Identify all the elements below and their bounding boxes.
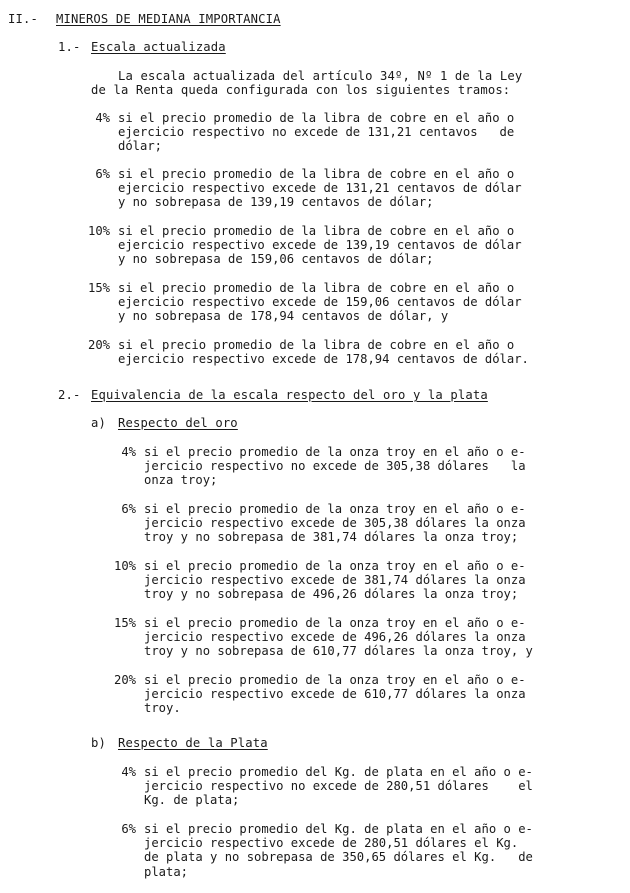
tier-percent: 10% xyxy=(113,559,136,573)
tier-line: plata; xyxy=(144,864,189,879)
sub2-number: 2.- xyxy=(58,388,81,402)
tier-text xyxy=(144,559,526,602)
tier-percent: 4% xyxy=(121,445,136,459)
tier-line: si el precio promedio de la onza troy en el año o e- xyxy=(144,559,526,573)
tier-line: si el precio promedio del Kg. de plata en el año o e- xyxy=(144,765,533,779)
tier-line: jercicio respectivo excede de 610,77 dólares la onza xyxy=(144,687,526,702)
tier-line: si el precio promedio de la onza troy en el año o e- xyxy=(144,616,526,630)
tier-percent: 6% xyxy=(121,822,136,836)
tier-line: si el precio promedio del Kg. de plata en el año o e- xyxy=(144,822,533,836)
tier-line: ejercicio respectivo no excede de 131,21 centavos de xyxy=(118,125,515,140)
tier-line: ejercicio respectivo excede de 131,21 centavos de dólar xyxy=(118,181,522,196)
part-a-title: Respecto del oro xyxy=(118,416,238,430)
tier-percent: 4% xyxy=(95,111,110,125)
tier-line: y no sobrepasa de 159,06 centavos de dólar; xyxy=(118,252,434,267)
tier-line: si el precio promedio de la libra de cobre en el año o xyxy=(118,338,515,352)
tier-text xyxy=(118,224,522,267)
tier-text xyxy=(144,765,533,808)
tier-line: troy y no sobrepasa de 610,77 dólares la onza troy, y xyxy=(144,644,533,659)
tier-line: de plata y no sobrepasa de 350,65 dólares el Kg. de xyxy=(144,850,533,865)
section-title: MINEROS DE MEDIANA IMPORTANCIA xyxy=(56,12,281,26)
tier-line: si el precio promedio de la libra de cobre en el año o xyxy=(118,167,515,181)
tier-line: si el precio promedio de la libra de cobre en el año o xyxy=(118,224,515,238)
tier-percent: 6% xyxy=(95,167,110,181)
tier-percent: 10% xyxy=(87,224,110,238)
tier-line: si el precio promedio de la onza troy en el año o e- xyxy=(144,673,526,687)
tier-text xyxy=(118,111,514,154)
part-a-letter: a) xyxy=(91,416,106,430)
section-number: II.- xyxy=(8,12,38,26)
tier-line: jercicio respectivo excede de 381,74 dólares la onza xyxy=(144,573,526,588)
tier-line: y no sobrepasa de 139,19 centavos de dólar; xyxy=(118,195,434,210)
part-b-title: Respecto de la Plata xyxy=(118,736,268,750)
tier-line: si el precio promedio de la libra de cobre en el año o xyxy=(118,111,515,125)
tier-line: troy y no sobrepasa de 496,26 dólares la onza troy; xyxy=(144,587,519,602)
tier-percent: 20% xyxy=(87,338,110,352)
tier-line: ejercicio respectivo excede de 159,06 centavos de dólar xyxy=(118,295,522,310)
tier-text xyxy=(144,502,526,545)
tier-line: onza troy; xyxy=(144,473,218,488)
tier-text xyxy=(118,167,522,210)
tier-text xyxy=(144,822,533,879)
tier-line: troy y no sobrepasa de 381,74 dólares la onza troy; xyxy=(144,530,519,545)
sub1-intro-line-2: de la Renta queda configurada con los siguientes tramos: xyxy=(91,83,511,97)
tier-line: si el precio promedio de la onza troy en el año o e- xyxy=(144,445,526,459)
tier-line: jercicio respectivo excede de 496,26 dólares la onza xyxy=(144,630,526,645)
tier-percent: 6% xyxy=(121,502,136,516)
tier-line: si el precio promedio de la onza troy en el año o e- xyxy=(144,502,526,516)
tier-percent: 4% xyxy=(121,765,136,779)
tier-line: jercicio respectivo excede de 280,51 dólares el Kg. xyxy=(144,836,519,851)
tier-percent: 15% xyxy=(87,281,110,295)
tier-line: ejercicio respectivo excede de 139,19 centavos de dólar xyxy=(118,238,522,253)
tier-percent: 15% xyxy=(113,616,136,630)
tier-line: jercicio respectivo excede de 305,38 dólares la onza xyxy=(144,516,526,531)
tier-line: jercicio respectivo no excede de 280,51 dólares el xyxy=(144,779,533,794)
sub2-title: Equivalencia de la escala respecto del oro y la plata xyxy=(91,388,488,402)
tier-text xyxy=(144,445,526,488)
tier-line: Kg. de plata; xyxy=(144,793,240,808)
tier-text xyxy=(144,673,526,716)
tier-text xyxy=(118,281,522,324)
tier-line: dólar; xyxy=(118,139,163,154)
part-b-letter: b) xyxy=(91,736,106,750)
tier-line: ejercicio respectivo excede de 178,94 centavos de dólar. xyxy=(118,352,529,367)
tier-line: troy. xyxy=(144,701,181,716)
tier-text xyxy=(144,616,533,659)
tier-line: si el precio promedio de la libra de cobre en el año o xyxy=(118,281,515,295)
sub1-number: 1.- xyxy=(58,40,81,54)
tier-line: y no sobrepasa de 178,94 centavos de dólar, y xyxy=(118,309,449,324)
tier-percent: 20% xyxy=(113,673,136,687)
tier-text xyxy=(118,338,529,366)
tier-line: jercicio respectivo no excede de 305,38 dólares la xyxy=(144,459,526,474)
sub1-intro-line-1: La escala actualizada del artículo 34º, Nº 1 de la Ley xyxy=(118,69,523,83)
sub1-title: Escala actualizada xyxy=(91,40,226,54)
